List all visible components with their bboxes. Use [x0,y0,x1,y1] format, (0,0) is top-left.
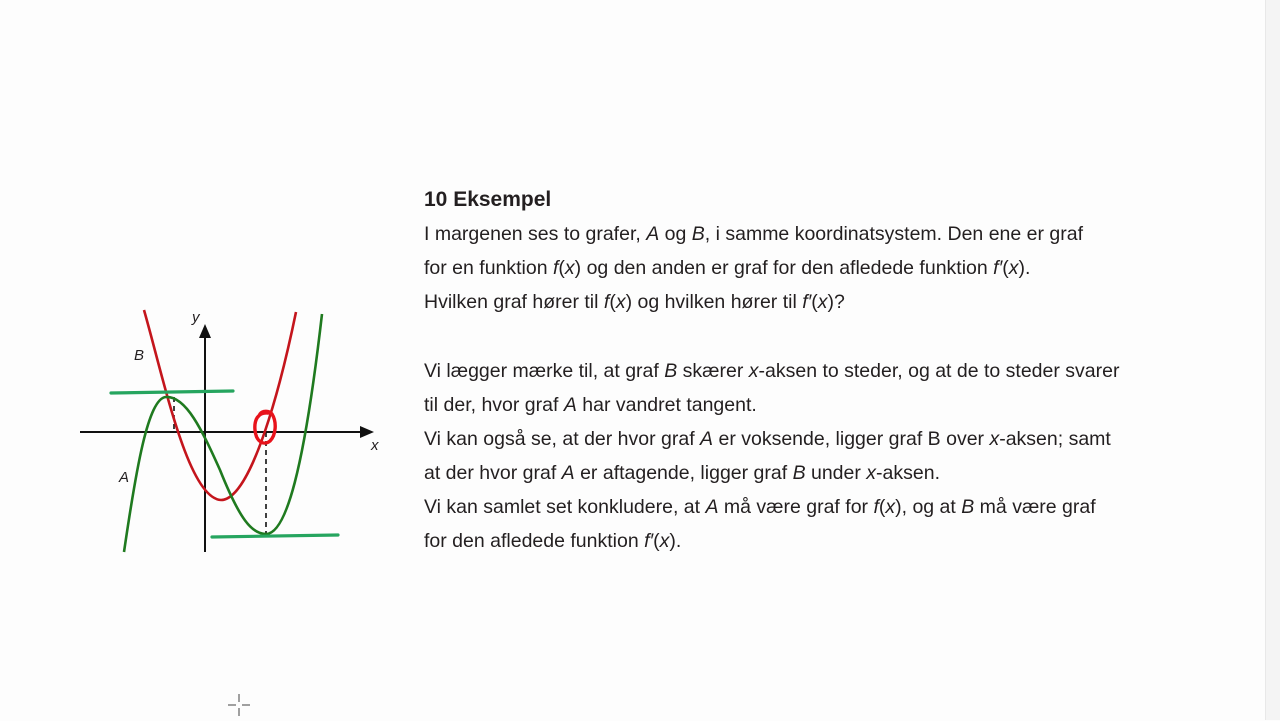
answer-line-1: Vi lægger mærke til, at graf B skærer x-aksen to steder, og at de to steder svarer [424,360,1120,382]
coordinate-system [70,300,390,560]
tangent-mark-max [111,391,233,393]
answer-line-4: at der hvor graf A er aftagende, ligger graf B under x-aksen. [424,462,940,484]
graph-figure [70,300,390,560]
question-line-1: I margenen ses to grafer, A og B, i samme koordinatsystem. Den ene er graf [424,223,1084,245]
vertical-scrollbar[interactable] [1265,0,1280,720]
paragraph-gap [424,319,1244,354]
answer-line-2: til der, hvor graf A har vandret tangent. [424,394,757,416]
tangent-mark-min [212,535,338,537]
graph-b-label: B [134,347,145,364]
x-axis-label: x [371,437,379,454]
y-axis-label: y [192,309,200,326]
answer-line-5: Vi kan samlet set konkludere, at A må være graf for f(x), og at B må være graf [424,496,1096,518]
crosshair-cursor-icon [228,694,250,716]
question-line-2: for en funktion f(x) og den anden er graf for den afledede funktion f′(x). [424,257,1031,279]
answer-line-3: Vi kan også se, at der hvor graf A er voksende, ligger graf B over x-aksen; samt [424,428,1111,450]
y-axis-arrow-icon [199,324,211,338]
example-title: 10 Eksempel [424,188,552,211]
example-text [424,183,1244,558]
question-line-3: Hvilken graf hører til f(x) og hvilken hører til f′(x)? [424,291,845,313]
graph-a-label: A [119,469,130,486]
answer-line-6: for den afledede funktion f′(x). [424,530,682,552]
